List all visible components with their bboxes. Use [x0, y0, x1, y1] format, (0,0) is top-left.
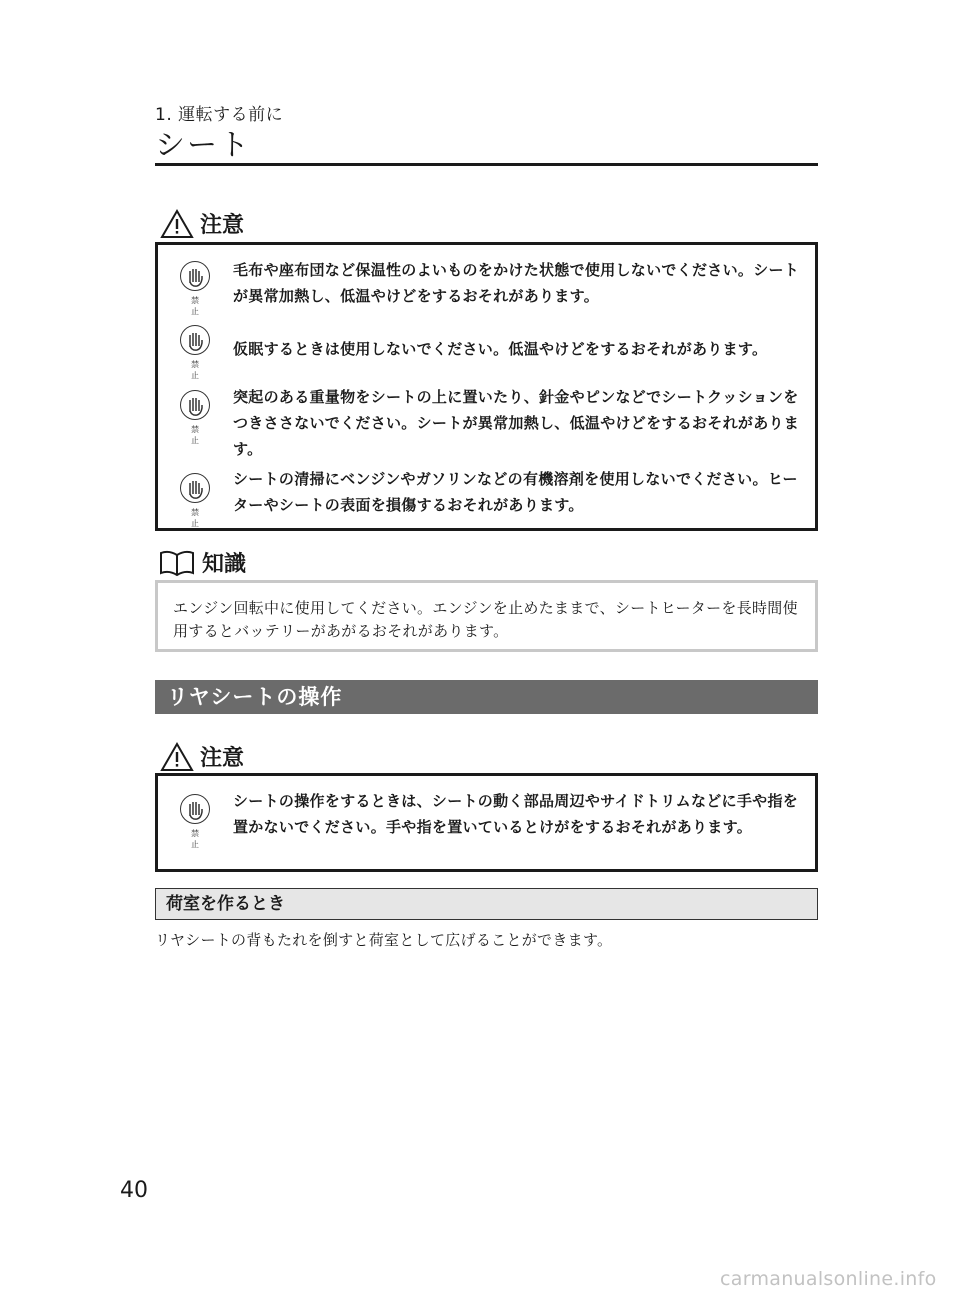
prohibition-label: 禁 止: [191, 508, 205, 528]
prohibition-icon: [178, 390, 212, 446]
caution-text: 仮眠するときは使用しないでください。低温やけどをするおそれがあります。: [233, 340, 768, 358]
book-icon: [158, 548, 196, 578]
warning-triangle-icon: [160, 742, 194, 772]
knowledge-box: [155, 580, 818, 652]
knowledge-text: エンジン回転中に使用してください。エンジンを止めたままで、シートヒーターを長時間使用するとバッテリーがあがるおそれがあります。: [173, 599, 798, 640]
caution-text: シートの清掃にベンジンやガソリンなどの有機溶剤を使用しないでください。ヒーターやシートの表面を損傷するおそれがあります。: [233, 470, 798, 514]
prohibition-label: 禁 止: [191, 829, 205, 849]
prohibition-label: 禁 止: [191, 296, 205, 316]
prohibition-icon: [178, 794, 212, 850]
prohibition-label: 禁 止: [191, 425, 205, 445]
knowledge-heading: [158, 547, 246, 578]
prohibition-label: 禁 止: [191, 360, 205, 380]
watermark: carmanualsonline.info: [720, 1268, 937, 1290]
body-text: リヤシートの背もたれを倒すと荷室として広げることができます。: [155, 931, 613, 949]
title-divider: [155, 163, 818, 166]
warning-triangle-icon: [160, 209, 194, 239]
caution-box: [155, 773, 818, 872]
caution-heading-label: 注意: [200, 746, 245, 771]
subsection-title: 荷室を作るとき: [155, 888, 818, 920]
page-number: 40: [120, 1178, 148, 1203]
prohibition-icon: [178, 261, 212, 317]
knowledge-heading-label: 知識: [202, 552, 247, 577]
caution-text: シートの操作をするときは、シートの動く部品周辺やサイドトリムなどに手や指を置かないでください。手や指を置いているとけがをするおそれがあります。: [233, 792, 799, 836]
prohibition-icon: [178, 473, 212, 529]
section-title: リヤシートの操作: [155, 680, 818, 714]
caution-heading: [160, 741, 244, 772]
caution-heading-label: 注意: [200, 213, 245, 238]
page-title: シート: [155, 128, 251, 163]
caution-text: 突起のある重量物をシートの上に置いたり、針金やピンなどでシートクッションをつきささないでください。シートが異常加熱し、低温やけどをするおそれがあります。: [233, 388, 800, 458]
caution-text: 毛布や座布団など保温性のよいものをかけた状態で使用しないでください。シートが異常加熱し、低温やけどをするおそれがあります。: [233, 261, 800, 305]
caution-heading: [160, 208, 244, 239]
breadcrumb: 1. 運転する前に: [155, 105, 284, 125]
prohibition-icon: [178, 325, 212, 381]
caution-box: [155, 242, 818, 531]
